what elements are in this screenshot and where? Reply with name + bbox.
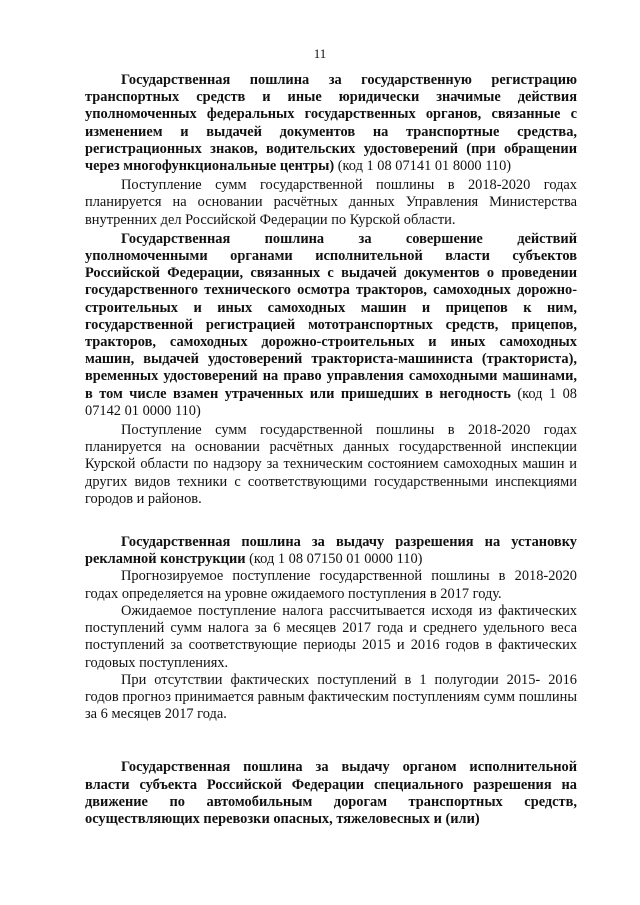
section-3-heading-paragraph — [85, 534, 577, 568]
section-3-code: (код 1 08 07150 01 0000 110) — [245, 551, 423, 568]
section-3-heading: Государственная пошлина за выдачу разрешения на установку рекламной конструкции — [85, 534, 577, 568]
document-body — [85, 72, 577, 828]
section-1-heading: Государственная пошлина за государственную регистрацию транспортных средств и иные юридически значимые действия уполномоченных федеральных государственных органов, связанные с изменением и выдачей документов на транспортные средства, регистрационных знаков, водительских удостоверений (при обращении через многофункциональные центры) — [85, 72, 577, 175]
section-2-paragraph-1: Поступление сумм государственной пошлины в 2018-2020 годах планируется на основании расчётных данных государственной инспекции Курской области по надзору за техническим состоянием самоходных машин и других видов техники с соответствующими государственными инспекциями городов и районов. — [85, 422, 577, 507]
section-1-paragraph-1: Поступление сумм государственной пошлины в 2018-2020 годах планируется на основании расчётных данных Управления Министерства внутренних дел Российской Федерации по Курской области. — [85, 177, 577, 228]
section-3-paragraph-2: Ожидаемое поступление налога рассчитывается исходя из фактических поступлений сумм налога за 6 месяцев 2017 года и среднего удельного веса поступлений за соответствующие периоды 2015 и 2016 годов в фактических годовых поступлениях. — [85, 602, 577, 671]
section-1-heading-paragraph — [85, 72, 577, 175]
section-3-paragraph-3: При отсутствии фактических поступлений в 1 полугодии 2015- 2016 годов прогноз принимается равным фактическим поступлениям сумм пошлины за 6 месяцев 2017 года. — [85, 671, 577, 723]
section-4-heading-paragraph — [85, 759, 577, 828]
section-2-heading-paragraph — [85, 231, 577, 420]
section-1-code: (код 1 08 07141 01 8000 110) — [334, 158, 512, 175]
section-4-heading: Государственная пошлина за выдачу органом исполнительной власти субъекта Российской Федерации специального разрешения на движение по автомобильным дорогам транспортных средств, осуществляющих перевозки опасных, тяжеловесных и (или) — [85, 759, 577, 827]
page-number: 11 — [313, 46, 327, 61]
section-3-paragraph-1: Прогнозируемое поступление государственной пошлины в 2018-2020 годах определяется на уровне ожидаемого поступления в 2017 году. — [85, 568, 577, 602]
section-2-heading: Государственная пошлина за совершение действий уполномоченными органами исполнительной власти субъектов Российской Федерации, связанных с выдачей документов о проведении государственного технического осмотра тракторов, самоходных дорожно-строительных и иных самоходных машин и прицепов к ним, государственной регистрацией мототранспортных средств, прицепов, тракторов, самоходных дорожно-строительных и иных самоходных машин, выдачей удостоверений тракториста-машиниста (тракториста), временных удостоверений на право управления самоходными машинами, в том числе взамен утраченных или пришедших в негодность — [85, 230, 577, 402]
section-2-code: (код 1 08 07142 01 0000 110) — [85, 385, 577, 419]
